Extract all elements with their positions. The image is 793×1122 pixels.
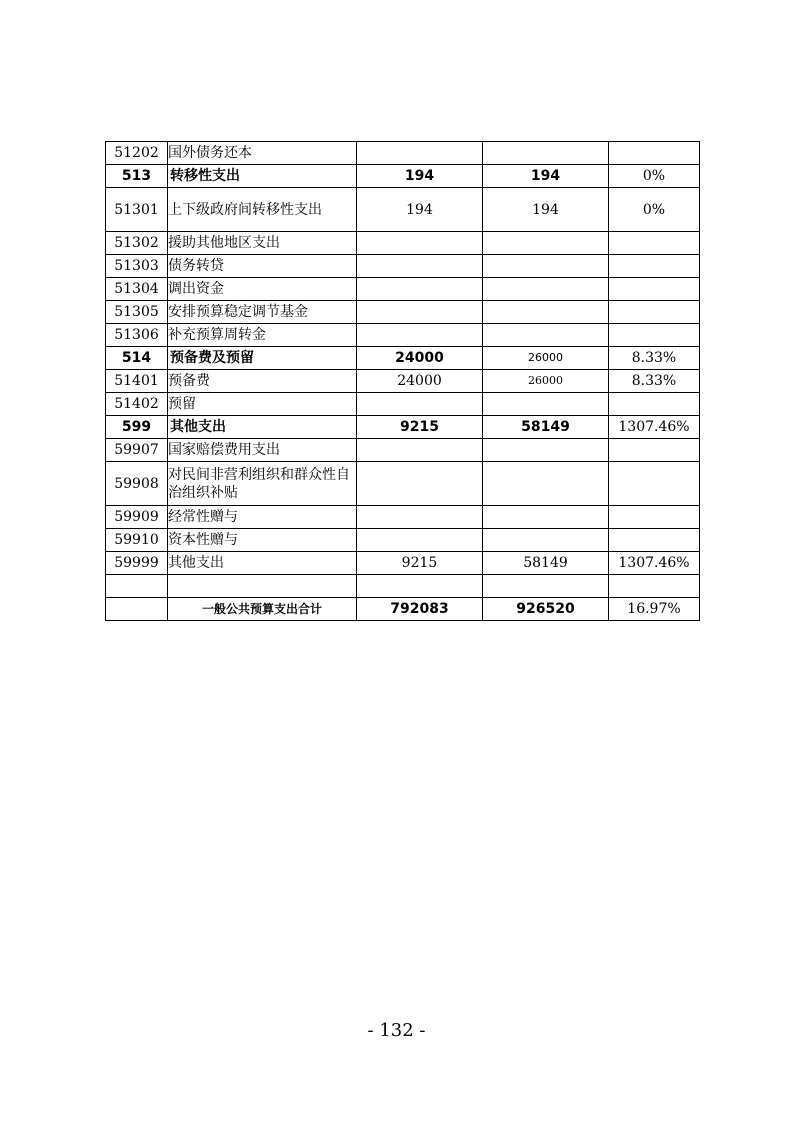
value-actual — [483, 255, 609, 278]
growth-rate — [609, 506, 700, 529]
growth-rate — [609, 255, 700, 278]
item-code — [106, 575, 168, 598]
item-code: 514 — [106, 347, 168, 370]
item-code: 59908 — [106, 462, 168, 506]
item-code: 51301 — [106, 188, 168, 232]
item-name: 预备费及预留 — [168, 347, 357, 370]
value-budget — [357, 439, 483, 462]
value-budget — [357, 462, 483, 506]
item-name: 转移性支出 — [168, 165, 357, 188]
item-code: 59910 — [106, 529, 168, 552]
value-actual: 26000 — [483, 347, 609, 370]
table-row — [106, 552, 700, 575]
table-row — [106, 347, 700, 370]
growth-rate: 16.97% — [609, 598, 700, 621]
table-row — [106, 278, 700, 301]
value-budget — [357, 529, 483, 552]
table-row — [106, 575, 700, 598]
item-code: 513 — [106, 165, 168, 188]
item-code: 59909 — [106, 506, 168, 529]
item-code: 59999 — [106, 552, 168, 575]
item-code — [106, 598, 168, 621]
item-name: 调出资金 — [168, 278, 357, 301]
value-budget — [357, 506, 483, 529]
growth-rate — [609, 232, 700, 255]
value-actual: 58149 — [483, 552, 609, 575]
table-row — [106, 393, 700, 416]
value-actual — [483, 529, 609, 552]
table-row — [106, 232, 700, 255]
value-actual — [483, 462, 609, 506]
value-budget: 9215 — [357, 552, 483, 575]
item-name: 补充预算周转金 — [168, 324, 357, 347]
item-name: 国家赔偿费用支出 — [168, 439, 357, 462]
table-row — [106, 462, 700, 506]
value-budget — [357, 301, 483, 324]
value-actual — [483, 278, 609, 301]
value-actual — [483, 324, 609, 347]
value-budget: 792083 — [357, 598, 483, 621]
item-code: 51302 — [106, 232, 168, 255]
item-name — [168, 575, 357, 598]
table-row — [106, 255, 700, 278]
item-code: 51305 — [106, 301, 168, 324]
value-actual — [483, 575, 609, 598]
item-code: 59907 — [106, 439, 168, 462]
value-budget: 24000 — [357, 347, 483, 370]
table-row — [106, 324, 700, 347]
item-code: 51402 — [106, 393, 168, 416]
growth-rate: 0% — [609, 165, 700, 188]
growth-rate — [609, 142, 700, 165]
value-actual — [483, 506, 609, 529]
item-code: 51401 — [106, 370, 168, 393]
value-budget — [357, 232, 483, 255]
value-actual: 194 — [483, 165, 609, 188]
value-budget — [357, 142, 483, 165]
budget-expenditure-table — [105, 141, 700, 621]
table-row — [106, 506, 700, 529]
value-actual — [483, 232, 609, 255]
item-name: 其他支出 — [168, 552, 357, 575]
growth-rate — [609, 439, 700, 462]
item-name: 一般公共预算支出合计 — [168, 598, 357, 621]
item-name: 预备费 — [168, 370, 357, 393]
value-budget — [357, 575, 483, 598]
value-actual: 58149 — [483, 416, 609, 439]
growth-rate — [609, 529, 700, 552]
value-budget: 9215 — [357, 416, 483, 439]
value-actual: 26000 — [483, 370, 609, 393]
item-code: 599 — [106, 416, 168, 439]
value-actual — [483, 393, 609, 416]
table-row — [106, 165, 700, 188]
growth-rate — [609, 393, 700, 416]
value-actual: 926520 — [483, 598, 609, 621]
value-budget — [357, 278, 483, 301]
item-name: 上下级政府间转移性支出 — [168, 188, 357, 232]
value-budget — [357, 324, 483, 347]
growth-rate: 8.33% — [609, 347, 700, 370]
table-row — [106, 142, 700, 165]
item-name: 预留 — [168, 393, 357, 416]
growth-rate: 1307.46% — [609, 552, 700, 575]
item-code: 51202 — [106, 142, 168, 165]
growth-rate — [609, 324, 700, 347]
value-budget: 194 — [357, 165, 483, 188]
growth-rate — [609, 301, 700, 324]
table-row — [106, 416, 700, 439]
value-budget: 24000 — [357, 370, 483, 393]
item-name: 国外债务还本 — [168, 142, 357, 165]
value-budget — [357, 255, 483, 278]
item-name: 对民间非营利组织和群众性自治组织补贴 — [168, 462, 357, 506]
value-budget — [357, 393, 483, 416]
growth-rate: 8.33% — [609, 370, 700, 393]
table-row — [106, 188, 700, 232]
item-code: 51303 — [106, 255, 168, 278]
table-row — [106, 529, 700, 552]
table-row — [106, 301, 700, 324]
total-row — [106, 598, 700, 621]
item-name: 安排预算稳定调节基金 — [168, 301, 357, 324]
page-number: - 132 - — [367, 1020, 426, 1041]
growth-rate — [609, 278, 700, 301]
value-actual — [483, 142, 609, 165]
growth-rate — [609, 575, 700, 598]
item-name: 债务转贷 — [168, 255, 357, 278]
table-row — [106, 439, 700, 462]
growth-rate: 1307.46% — [609, 416, 700, 439]
growth-rate: 0% — [609, 188, 700, 232]
value-actual: 194 — [483, 188, 609, 232]
item-name: 经常性赠与 — [168, 506, 357, 529]
item-name: 援助其他地区支出 — [168, 232, 357, 255]
value-budget: 194 — [357, 188, 483, 232]
table-row — [106, 370, 700, 393]
item-name: 其他支出 — [168, 416, 357, 439]
item-code: 51306 — [106, 324, 168, 347]
item-name: 资本性赠与 — [168, 529, 357, 552]
growth-rate — [609, 462, 700, 506]
value-actual — [483, 301, 609, 324]
value-actual — [483, 439, 609, 462]
item-code: 51304 — [106, 278, 168, 301]
